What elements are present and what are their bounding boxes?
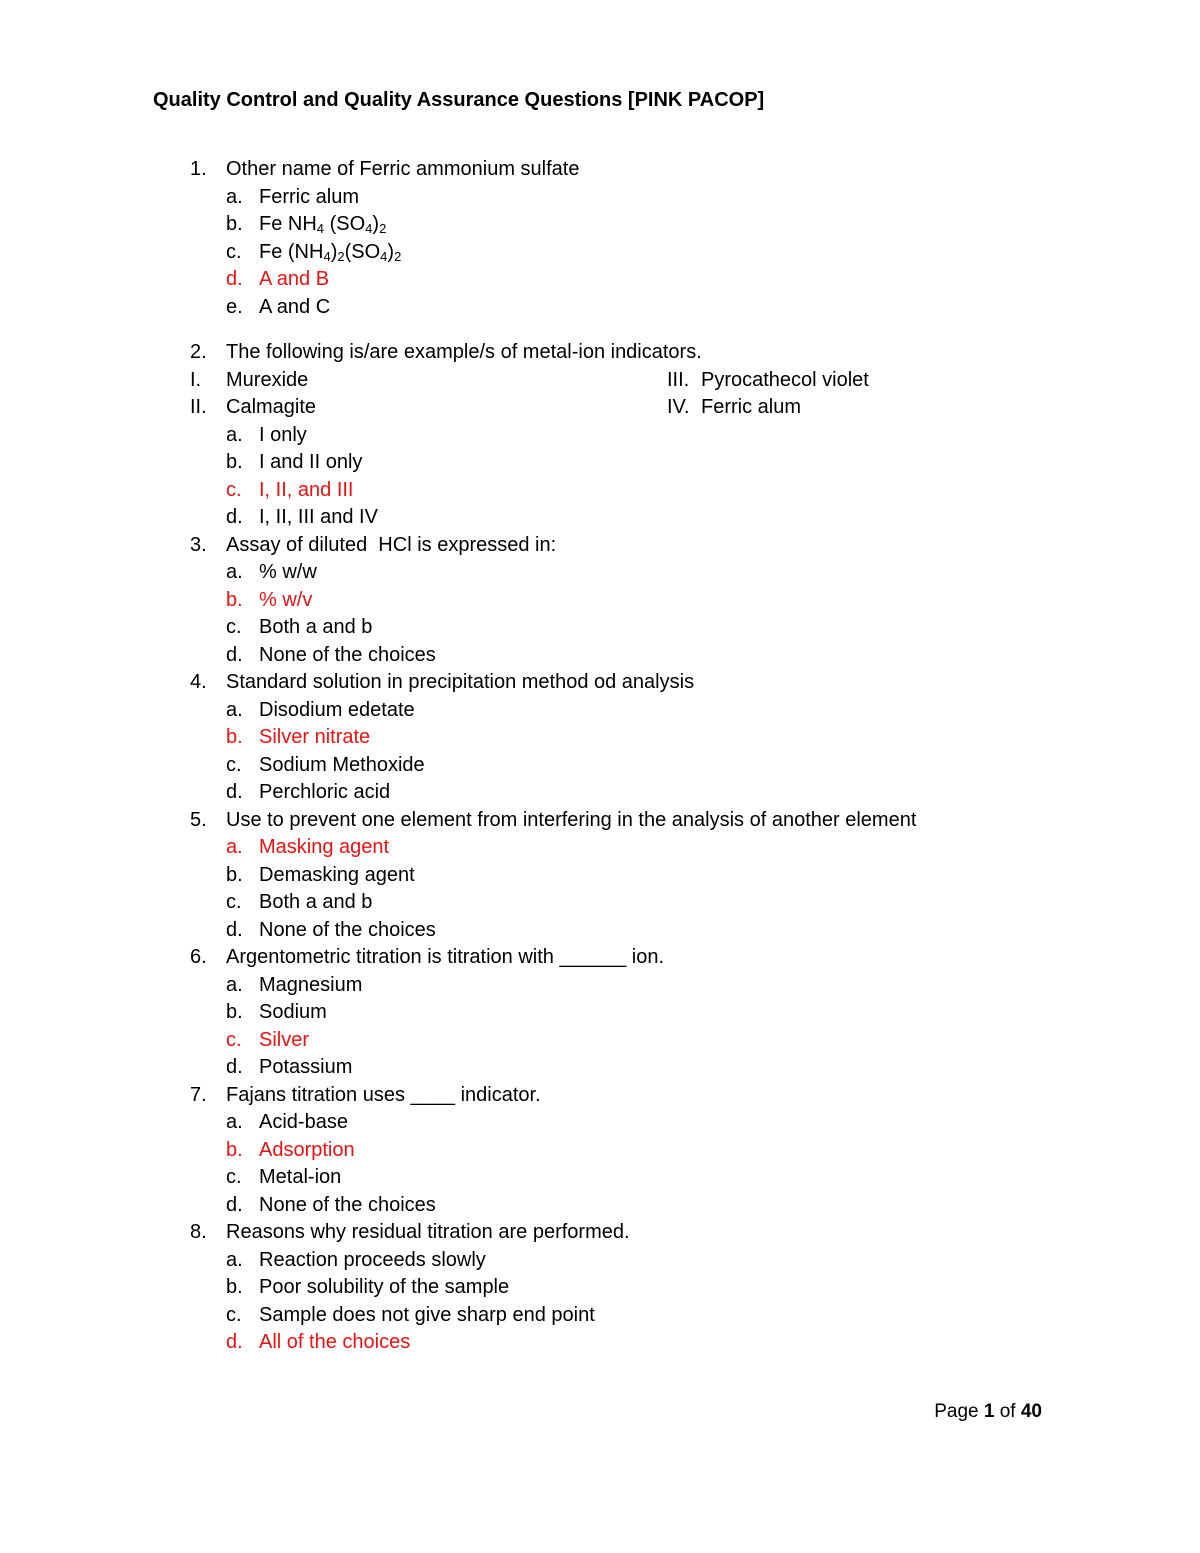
option-text: Ferric alum [259, 185, 360, 208]
option-8a [0, 1247, 1200, 1275]
option-letter: a. [226, 561, 243, 583]
question-text: Reasons why residual titration are performed. [226, 1221, 630, 1243]
option-text: Both a and b [259, 616, 373, 638]
option-letter: a. [226, 1248, 243, 1271]
roman-row-2 [0, 394, 1200, 422]
option-letter: d. [226, 268, 243, 290]
option-8b [0, 1274, 1200, 1302]
question-list [0, 156, 1200, 1357]
option-letter: c. [226, 478, 242, 501]
option-2a [0, 422, 1200, 450]
option-text: Silver [259, 1028, 310, 1051]
question-number: 5. [190, 808, 207, 831]
option-letter: b. [226, 1138, 243, 1161]
question-text: Fajans titration uses ____ indicator. [226, 1083, 541, 1106]
option-formula: Fe $(NH_4)_2(SO_4)_2$ [259, 240, 402, 264]
option-text: Masking agent [259, 836, 390, 858]
option-letter: c. [226, 1028, 242, 1051]
option-text: Disodium edetate [259, 698, 415, 721]
option-text: I only [259, 423, 307, 446]
option-text: Adsorption [259, 1138, 355, 1161]
option-1d-correct [0, 266, 1200, 294]
option-text: None of the choices [259, 1193, 436, 1216]
option-5d [0, 917, 1200, 945]
option-text: Acid-base [259, 1111, 348, 1133]
roman-text: Calmagite [226, 396, 317, 418]
option-letter: a. [226, 185, 243, 208]
option-letter: b. [226, 213, 243, 235]
question-text: The following is/are example/s of metal-ion indicators. [226, 341, 702, 363]
option-text: Sodium [259, 1001, 327, 1023]
roman-row-1 [0, 367, 1200, 395]
question-text: Assay of diluted HCl is expressed in: [226, 533, 557, 556]
option-4b-correct [0, 724, 1200, 752]
question-text: Other name of Ferric ammonium sulfate [226, 158, 580, 180]
option-text: All of the choices [259, 1331, 411, 1353]
question-5 [0, 807, 1200, 835]
option-formula: Fe $NH_4$ $(SO_4)_2$ [259, 213, 387, 236]
option-letter: a. [226, 698, 243, 721]
option-text: A and B [259, 268, 330, 290]
roman-text: Murexide [226, 368, 309, 391]
page-footer [934, 1401, 1042, 1423]
question-number: 7. [190, 1083, 207, 1106]
option-letter: d. [226, 506, 243, 528]
question-text: Use to prevent one element from interfering in the analysis of another element [226, 808, 917, 831]
option-text: % w/w [259, 561, 317, 583]
question-text: Argentometric titration is titration with ______ ion. [226, 946, 664, 968]
option-letter: b. [226, 1276, 243, 1298]
roman-text: Ferric alum [701, 396, 802, 418]
current-page-number: 1 [983, 1401, 995, 1422]
option-text: Poor solubility of the sample [259, 1276, 510, 1298]
option-6d [0, 1054, 1200, 1082]
option-letter: d. [226, 781, 243, 803]
option-text: Potassium [259, 1056, 353, 1078]
option-text: Perchloric acid [259, 781, 391, 803]
option-7b-correct [0, 1137, 1200, 1165]
option-3d [0, 642, 1200, 670]
option-3a [0, 559, 1200, 587]
roman-text: Pyrocathecol violet [701, 368, 869, 391]
option-1a [0, 184, 1200, 212]
roman-numeral: II. [190, 396, 207, 418]
option-letter: a. [226, 973, 243, 996]
question-4 [0, 669, 1200, 697]
option-8c [0, 1302, 1200, 1330]
option-7c [0, 1164, 1200, 1192]
option-letter: c. [226, 240, 242, 263]
page-word: Page [934, 1401, 984, 1422]
option-letter: b. [226, 588, 243, 611]
roman-numeral: III. [667, 368, 690, 391]
option-7d [0, 1192, 1200, 1220]
option-2b [0, 449, 1200, 477]
option-letter: b. [226, 863, 243, 886]
option-letter: d. [226, 918, 243, 941]
option-3c [0, 614, 1200, 642]
option-letter: a. [226, 1111, 243, 1133]
question-1 [0, 156, 1200, 184]
option-7a [0, 1109, 1200, 1137]
option-text: Reaction proceeds slowly [259, 1248, 486, 1271]
of-word: of [994, 1401, 1021, 1422]
option-text: Sample does not give sharp end point [259, 1303, 595, 1326]
question-8 [0, 1219, 1200, 1247]
option-2c-correct [0, 477, 1200, 505]
option-5c [0, 889, 1200, 917]
total-pages-number: 40 [1020, 1401, 1042, 1422]
option-text: Sodium Methoxide [259, 753, 425, 776]
question-2 [0, 339, 1200, 367]
option-text: Silver nitrate [259, 726, 371, 748]
option-letter: b. [226, 726, 243, 748]
option-letter: d. [226, 1193, 243, 1216]
question-text: Standard solution in precipitation method od analysis [226, 671, 695, 693]
option-letter: d. [226, 1331, 243, 1353]
question-number: 8. [190, 1221, 207, 1243]
question-3 [0, 532, 1200, 560]
option-letter: a. [226, 423, 243, 446]
roman-numeral: IV. [667, 396, 690, 418]
question-number: 4. [190, 671, 207, 693]
option-letter: a. [226, 836, 243, 858]
option-5b [0, 862, 1200, 890]
spacer [0, 321, 1200, 339]
option-1b [0, 211, 1200, 239]
option-5a-correct [0, 834, 1200, 862]
option-2d [0, 504, 1200, 532]
option-4d [0, 779, 1200, 807]
question-number: 1. [190, 158, 207, 180]
option-letter: d. [226, 643, 243, 666]
option-letter: c. [226, 1166, 242, 1188]
option-8d-correct [0, 1329, 1200, 1357]
option-text: I, II, III and IV [259, 506, 378, 528]
option-text: Magnesium [259, 973, 363, 996]
option-letter: c. [226, 616, 242, 638]
question-number: 6. [190, 946, 207, 968]
option-text: Both a and b [259, 891, 373, 913]
option-text: A and C [259, 295, 331, 318]
option-1c [0, 239, 1200, 267]
option-letter: c. [226, 753, 242, 776]
question-6 [0, 944, 1200, 972]
question-number: 3. [190, 533, 207, 556]
question-7 [0, 1082, 1200, 1110]
option-letter: c. [226, 891, 242, 913]
option-text: % w/v [259, 588, 313, 611]
option-text: I and II only [259, 451, 363, 473]
roman-numeral: I. [190, 368, 202, 391]
option-6c-correct [0, 1027, 1200, 1055]
option-letter: c. [226, 1303, 242, 1326]
option-4c [0, 752, 1200, 780]
option-4a [0, 697, 1200, 725]
option-letter: b. [226, 451, 243, 473]
option-letter: e. [226, 295, 243, 318]
option-letter: d. [226, 1056, 243, 1078]
option-text: None of the choices [259, 643, 436, 666]
option-text: I, II, and III [259, 478, 354, 501]
option-1e [0, 294, 1200, 322]
option-letter: b. [226, 1001, 243, 1023]
option-text: Demasking agent [259, 863, 415, 886]
option-3b-correct [0, 587, 1200, 615]
question-number: 2. [190, 341, 207, 363]
option-text: Metal-ion [259, 1166, 342, 1188]
option-text: None of the choices [259, 918, 436, 941]
option-6a [0, 972, 1200, 1000]
option-6b [0, 999, 1200, 1027]
document-title: Quality Control and Quality Assurance Questions [PINK PACOP] [153, 89, 765, 111]
